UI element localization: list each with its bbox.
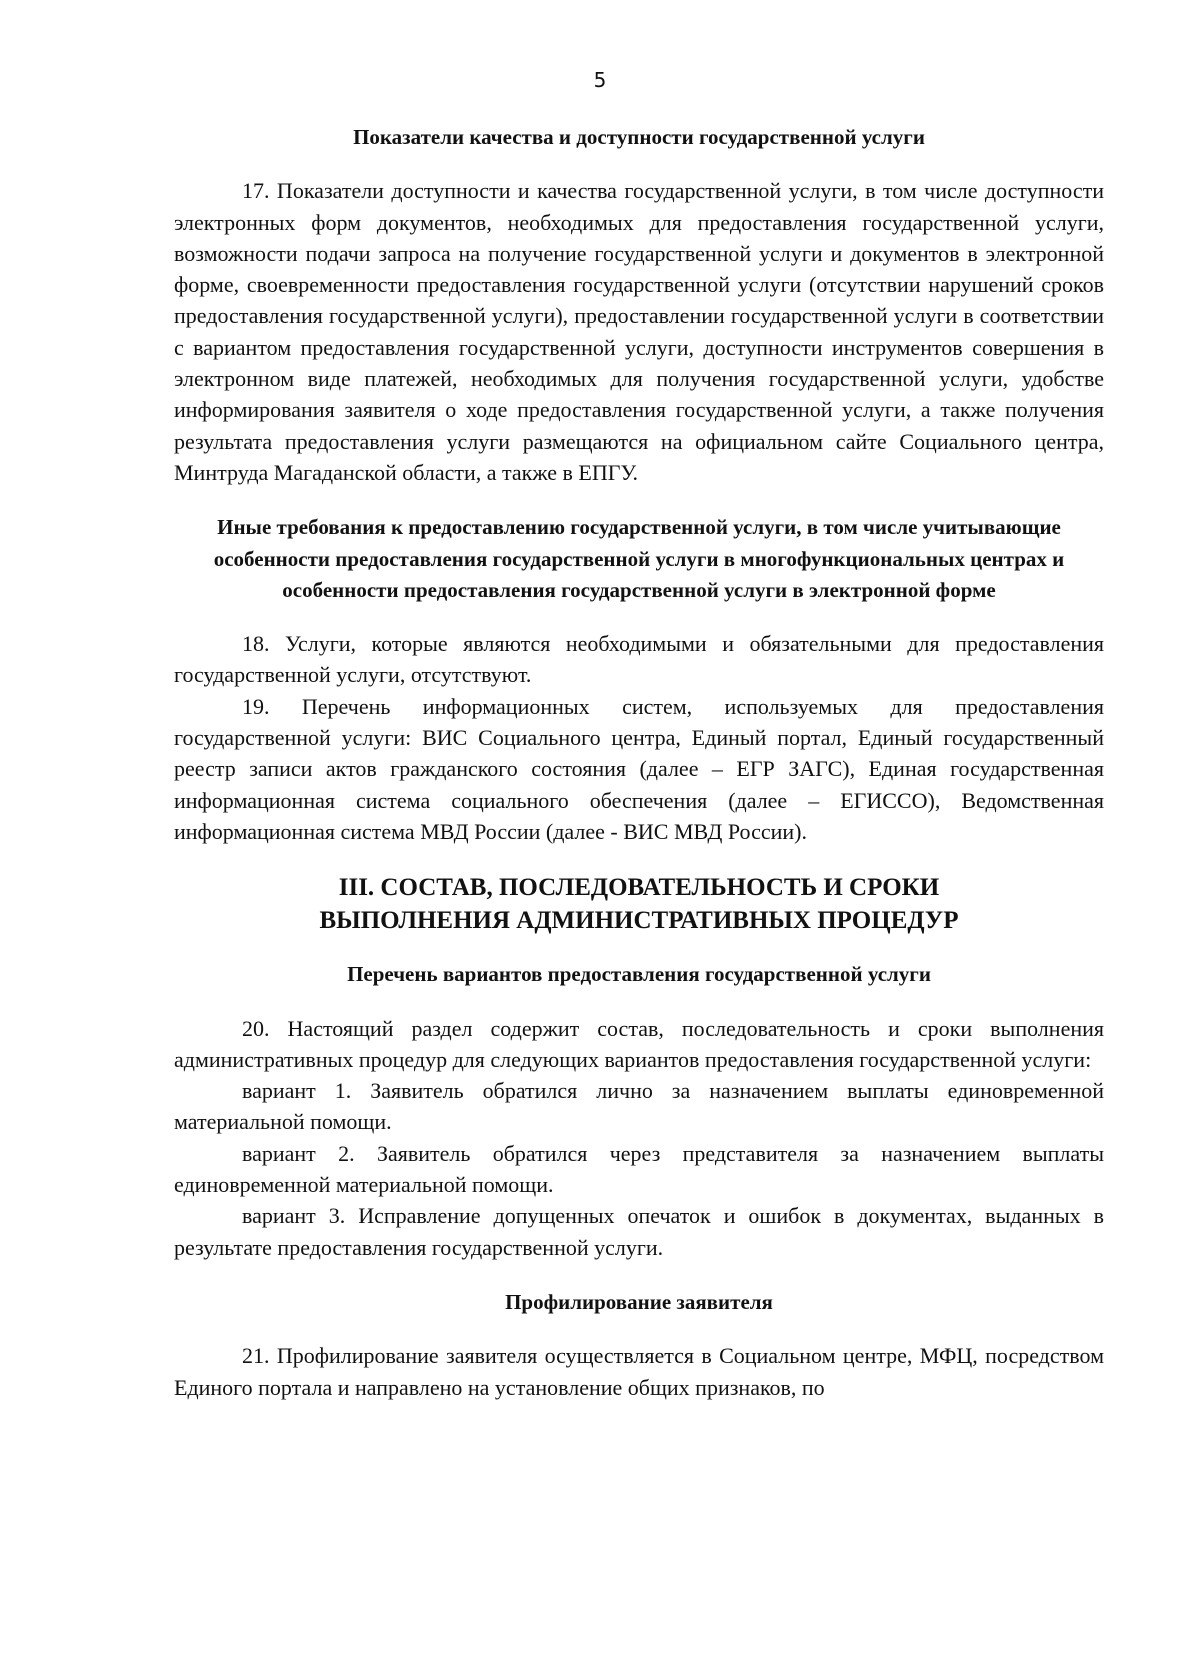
page-number: 5 — [593, 68, 607, 92]
paragraph-20: 20. Настоящий раздел содержит состав, последовательность и сроки выполнения административных процедур для следующих вариантов предоставления государственной услуги: — [174, 1015, 1104, 1072]
paragraph-19: 19. Перечень информационных систем, используемых для предоставления государственной услуги: ВИС Социального центра, Единый портал, Единый государственный реестр записи актов гражданского состояния (далее – ЕГР ЗАГС), Единая государственная информационная система социального обеспечения (далее – ЕГИССО), Ведомственная информационная система МВД России (далее - ВИС МВД России). — [174, 693, 1104, 844]
paragraph-17: 17. Показатели доступности и качества государственной услуги, в том числе доступности электронных форм документов, необходимых для предоставления государственной услуги, возможности подачи запроса на получение государственной услуги и документов в электронной форме, своевременности предоставления государственной услуги (отсутствии нарушений сроков предоставления государственной услуги), предоставлении государственной услуги в соответствии с вариантом предоставления государственной услуги, доступности инструментов совершения в электронном виде платежей, необходимых для получения государственной услуги, удобстве информирования заявителя о ходе предоставления государственной услуги, а также получения результата предоставления услуги размещаются на официальном сайте Социального центра, Минтруда Магаданской области, а также в ЕПГУ. — [174, 178, 1104, 485]
chapter-heading-iii: III. СОСТАВ, ПОСЛЕДОВАТЕЛЬНОСТЬ И СРОКИ ВЫПОЛНЕНИЯ АДМИНИСТРАТИВНЫХ ПРОЦЕДУР — [319, 874, 959, 935]
section-heading-variants: Перечень вариантов предоставления государственной услуги — [347, 962, 931, 987]
paragraph-18: 18. Услуги, которые являются необходимыми и обязательными для предоставления государственной услуги, отсутствуют. — [174, 631, 1104, 688]
section-heading-profiling: Профилирование заявителя — [505, 1289, 773, 1314]
paragraph-21: 21. Профилирование заявителя осуществляется в Социальном центре, МФЦ, посредством Единого портала и направлено на установление общих признаков, по — [174, 1343, 1104, 1400]
variant-3: вариант 3. Исправление допущенных опечаток и ошибок в документах, выданных в результате предоставления государственной услуги. — [174, 1203, 1104, 1260]
variant-2: вариант 2. Заявитель обратился через представителя за назначением выплаты единовременной материальной помощи. — [174, 1140, 1104, 1198]
variant-1: вариант 1. Заявитель обратился лично за назначением выплаты единовременной материальной помощи. — [174, 1078, 1104, 1135]
document-body — [174, 122, 1104, 1403]
section-heading-quality: Показатели качества и доступности государственной услуги — [353, 125, 925, 149]
section-heading-other-requirements: Иные требования к предоставлению государственной услуги, в том числе учитывающие особенности предоставления государственной услуги в многофункциональных центрах и особенности предоставления государственной услуги в электронной форме — [213, 515, 1065, 602]
